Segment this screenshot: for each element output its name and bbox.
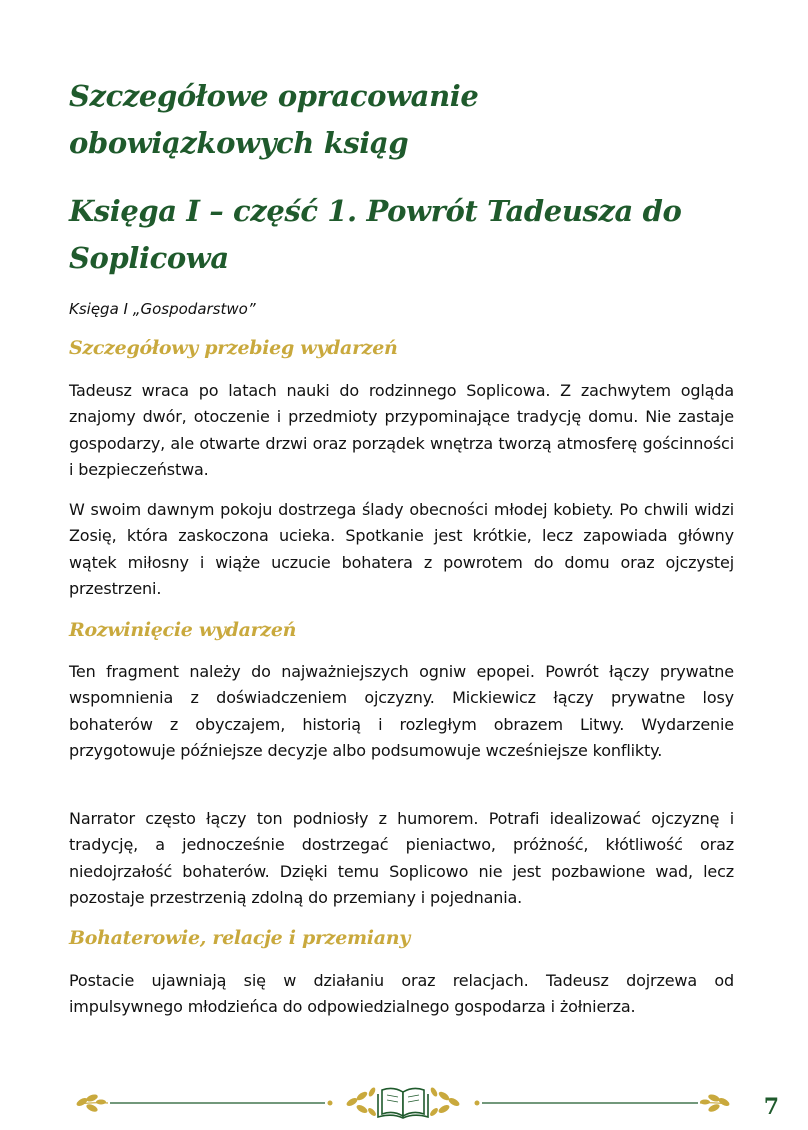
page-title: Szczegółowe opracowanie obowiązkowych ksiąg (69, 79, 479, 160)
footer-ornament-graphic (0, 1080, 808, 1120)
open-book-icon (378, 1088, 428, 1118)
footer-ornament (0, 1080, 808, 1120)
page-number: 7 (763, 1094, 779, 1120)
paragraph: Postacie ujawniają się w działaniu oraz relacjach. Tadeusz dojrzewa od impulsywnego młodzieńca do odpowiedzialnego gospodarza i żołnierza. (69, 971, 734, 1017)
paragraph: W swoim dawnym pokoju dostrzega ślady obecności młodej kobiety. Po chwili widzi Zosię, która zaskoczona ucieka. Spotkanie jest krótkie, lecz zapowiada główny wątek miłosny i wiąże uczucie bohatera z powrotem do domu oraz ojczystej przestrzeni. (69, 500, 734, 599)
paragraph: Narrator często łączy ton podniosły z humorem. Potrafi idealizować ojczyznę i tradycję, a jednocześnie dostrzegać pieniactwo, próżność, kłótliwość oraz niedojrzałość bohaterów. Dzięki temu Soplicowo nie jest pozbawione wad, lecz pozostaje przestrzenią zdolną do przemiany i pojednania. (69, 809, 734, 908)
section-heading-rozwiniecie: Rozwinięcie wydarzeń (69, 619, 297, 641)
laurel-icon (700, 1093, 731, 1113)
laurel-icon (75, 1093, 108, 1113)
section-heading-bohaterowie: Bohaterowie, relacje i przemiany (69, 927, 410, 949)
paragraph: Tadeusz wraca po latach nauki do rodzinnego Soplicowa. Z zachwytem ogląda znajomy dwór, otoczenie i przedmioty przypominające tradycję domu. Nie zastaje gospodarzy, ale otwarte drzwi oraz porządek wnętrza tworzą atmosferę gościnności i bezpieczeństwa. (69, 381, 734, 480)
paragraph: Ten fragment należy do najważniejszych ogniw epopei. Powrót łączy prywatne wspomnienia z doświadczeniem ojczyzny. Mickiewicz łączy prywatne losy bohaterów z obyczajem, historią i rozległym obrazem Litwy. Wydarzenie przygotowuje późniejsze decyzje albo podsumowuje wcześniejsze konflikty. (69, 662, 734, 761)
book-subtitle: Księga I „Gospodarstwo” (69, 300, 256, 318)
section-heading-przebieg: Szczegółowy przebieg wydarzeń (69, 337, 398, 359)
chapter-title: Księga I – część 1. Powrót Tadeusza do Soplicowa (69, 194, 682, 275)
